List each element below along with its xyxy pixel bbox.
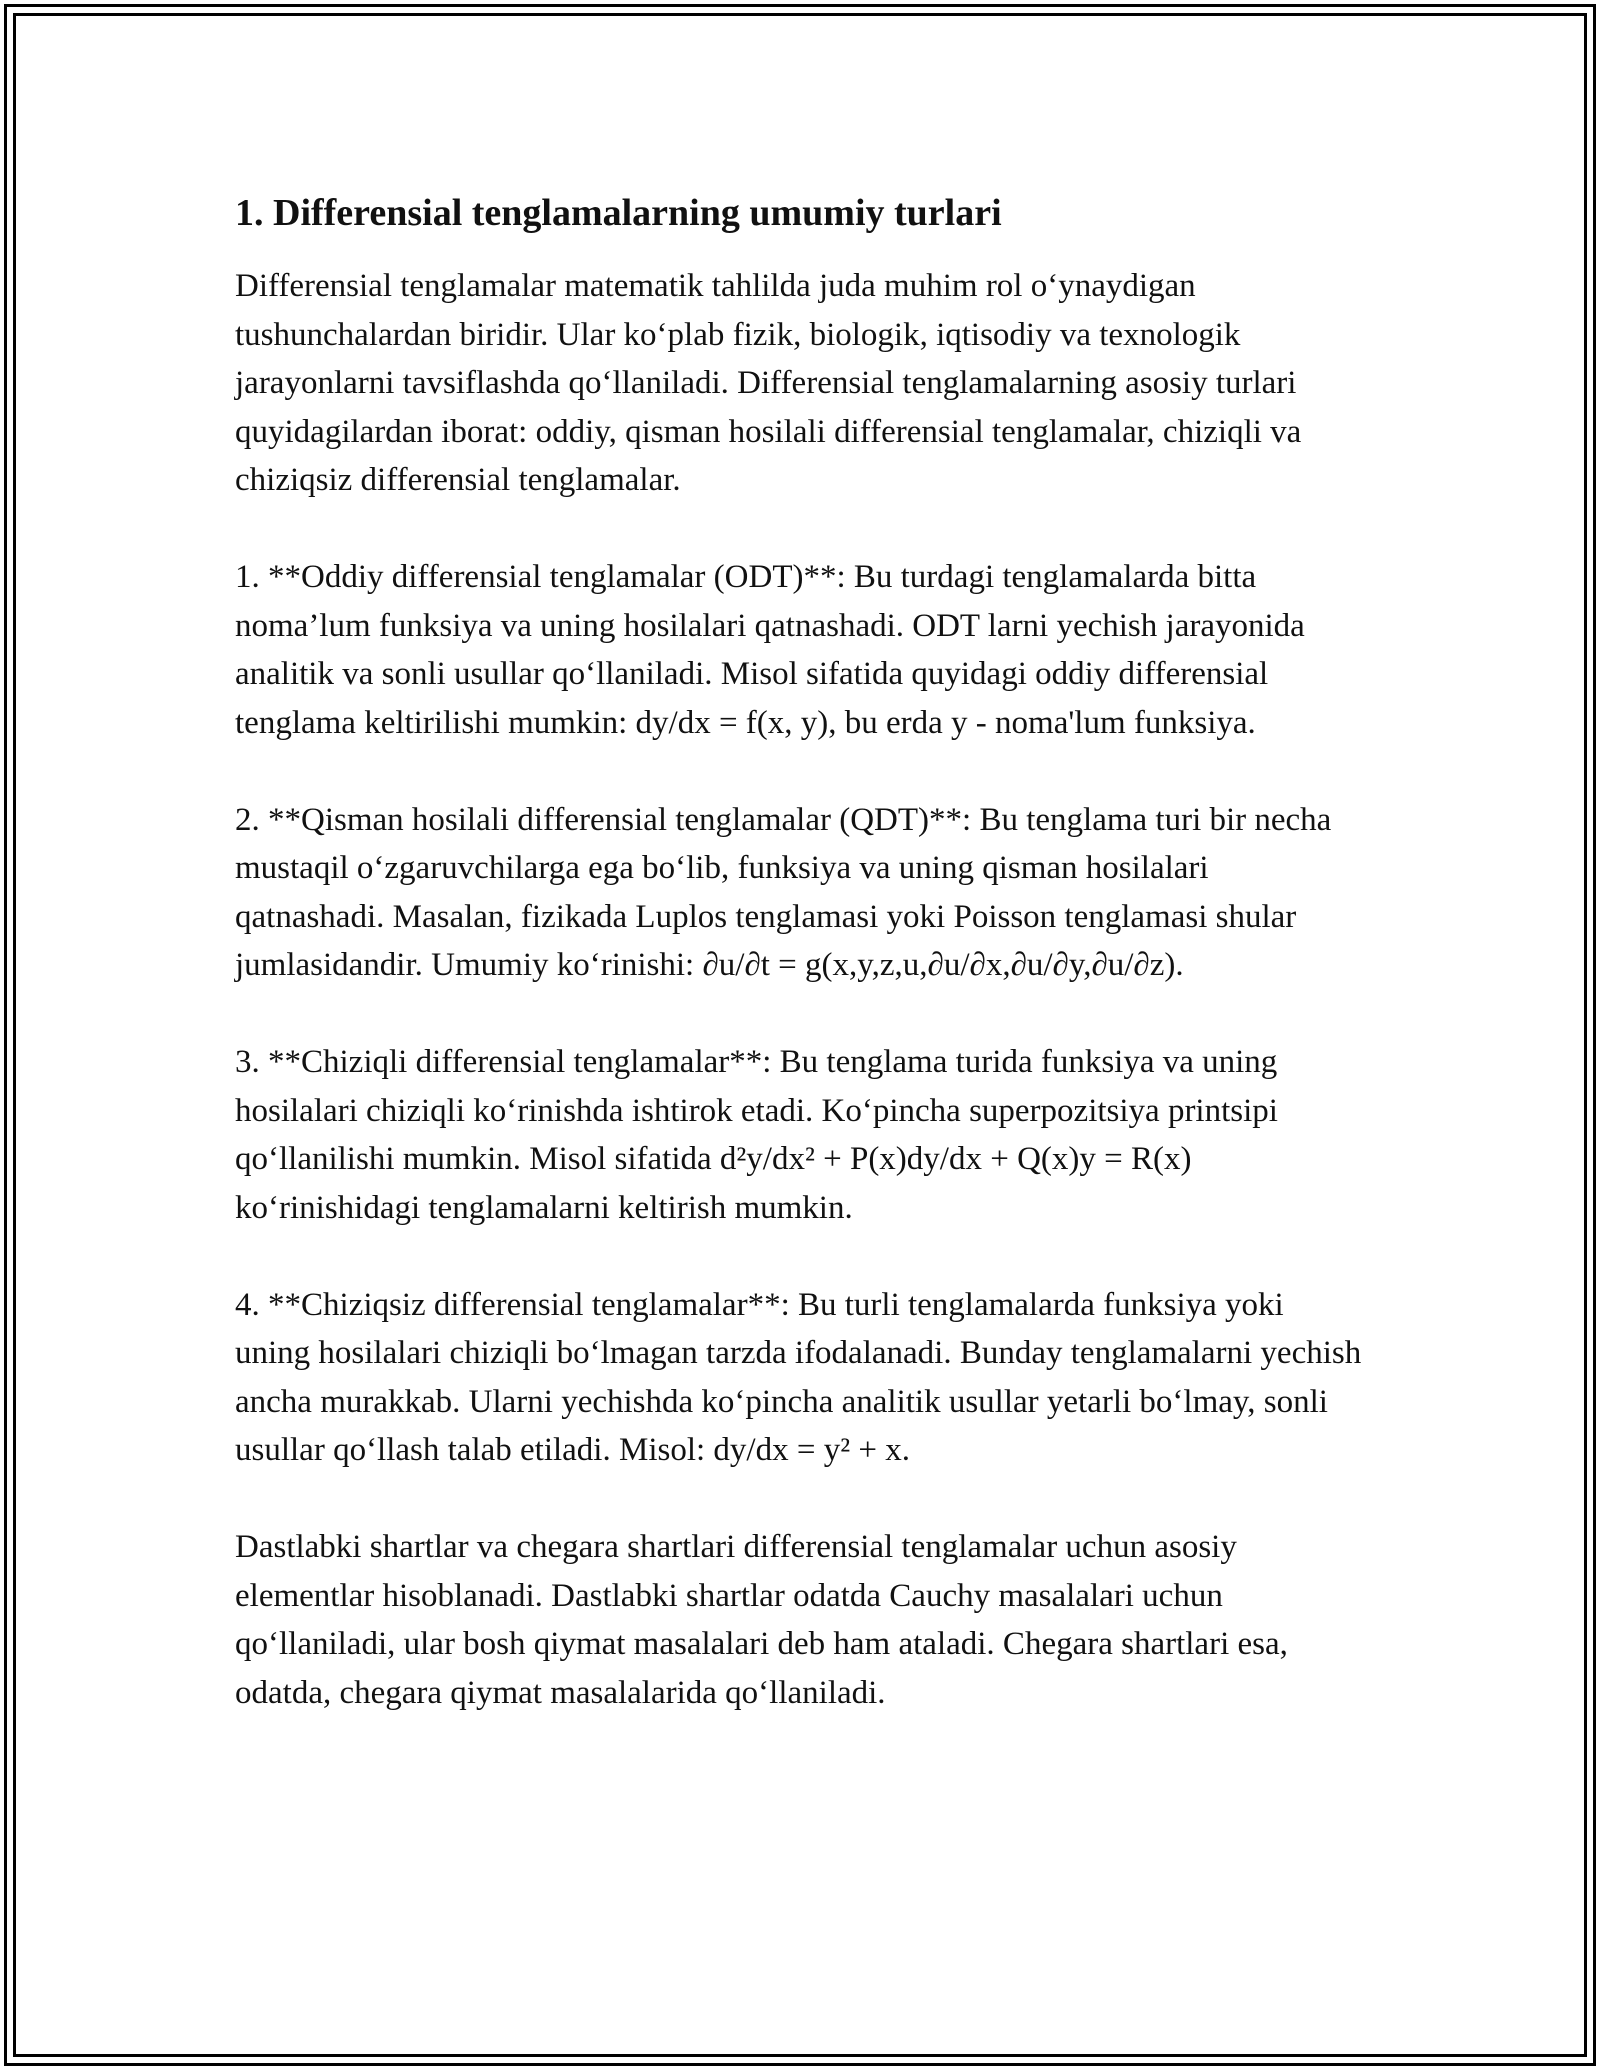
section-heading: 1. Differensial tenglamalarning umumiy turlari [235, 192, 1002, 234]
intro-paragraph: Differensial tenglamalar matematik tahlilda juda muhim rol o‘ynaydigan tushunchalardan biridir. Ular ko‘plab fizik, biologik, iqtisodiy va texnologik jarayonlarni tavsiflashda qo‘llaniladi. Differensial tenglamalarning asosiy turlari quyidagilardan iborat: oddiy, qisman hosilali differensial tenglamalar, chiziqli va chiziqsiz differensial tenglamalar. [235, 268, 1302, 498]
linear-paragraph: 3. **Chiziqli differensial tenglamalar**: Bu tenglama turida funksiya va uning hosilalari chiziqli ko‘rinishda ishtirok etadi. Ko‘pincha superpozitsiya printsipi qo‘llanilishi mumkin. Misol sifatida d²y/dx² + P(x)dy/dx + Q(x)y = R(x) ko‘rinishidagi tenglamalarni keltirish mumkin. [235, 1044, 1278, 1226]
conditions-paragraph: Dastlabki shartlar va chegara shartlari differensial tenglamalar uchun asosiy elementlar hisoblanadi. Dastlabki shartlar odatda Cauchy masalalari uchun qo‘llaniladi, ular bosh qiymat masalalari deb ham ataladi. Chegara shartlari esa, odatda, chegara qiymat masalalarida qo‘llaniladi. [235, 1529, 1288, 1711]
ode-paragraph: 1. **Oddiy differensial tenglamalar (ODT)**: Bu turdagi tenglamalarda bitta noma’lum funksiya va uning hosilalari qatnashadi. ODT larni yechish jarayonida analitik va sonli usullar qo‘llaniladi. Misol sifatida quyidagi oddiy differensial tenglama keltirilishi mumkin: dy/dx = f(x, y), bu erda y - noma'lum funksiya. [235, 559, 1305, 741]
pde-paragraph: 2. **Qisman hosilali differensial tenglamalar (QDT)**: Bu tenglama turi bir necha mustaqil o‘zgaruvchilarga ega bo‘lib, funksiya va uning qisman hosilalari qatnashadi. Masalan, fizikada Luplos tenglamasi yoki Poisson tenglamasi shular jumlasidandir. Umumiy ko‘rinishi: ∂u/∂t = g(x,y,z,u,∂u/∂x,∂u/∂y,∂u/∂z). [235, 801, 1332, 983]
nonlinear-paragraph: 4. **Chiziqsiz differensial tenglamalar**: Bu turli tenglamalarda funksiya yoki uning hosilalari chiziqli bo‘lmagan tarzda ifodalanadi. Bunday tenglamalarni yechish ancha murakkab. Ularni yechishda ko‘pincha analitik usullar yetarli bo‘lmay, sonli usullar qo‘llash talab etiladi. Misol: dy/dx = y² + x. [235, 1286, 1362, 1468]
document-body [235, 185, 1365, 1717]
